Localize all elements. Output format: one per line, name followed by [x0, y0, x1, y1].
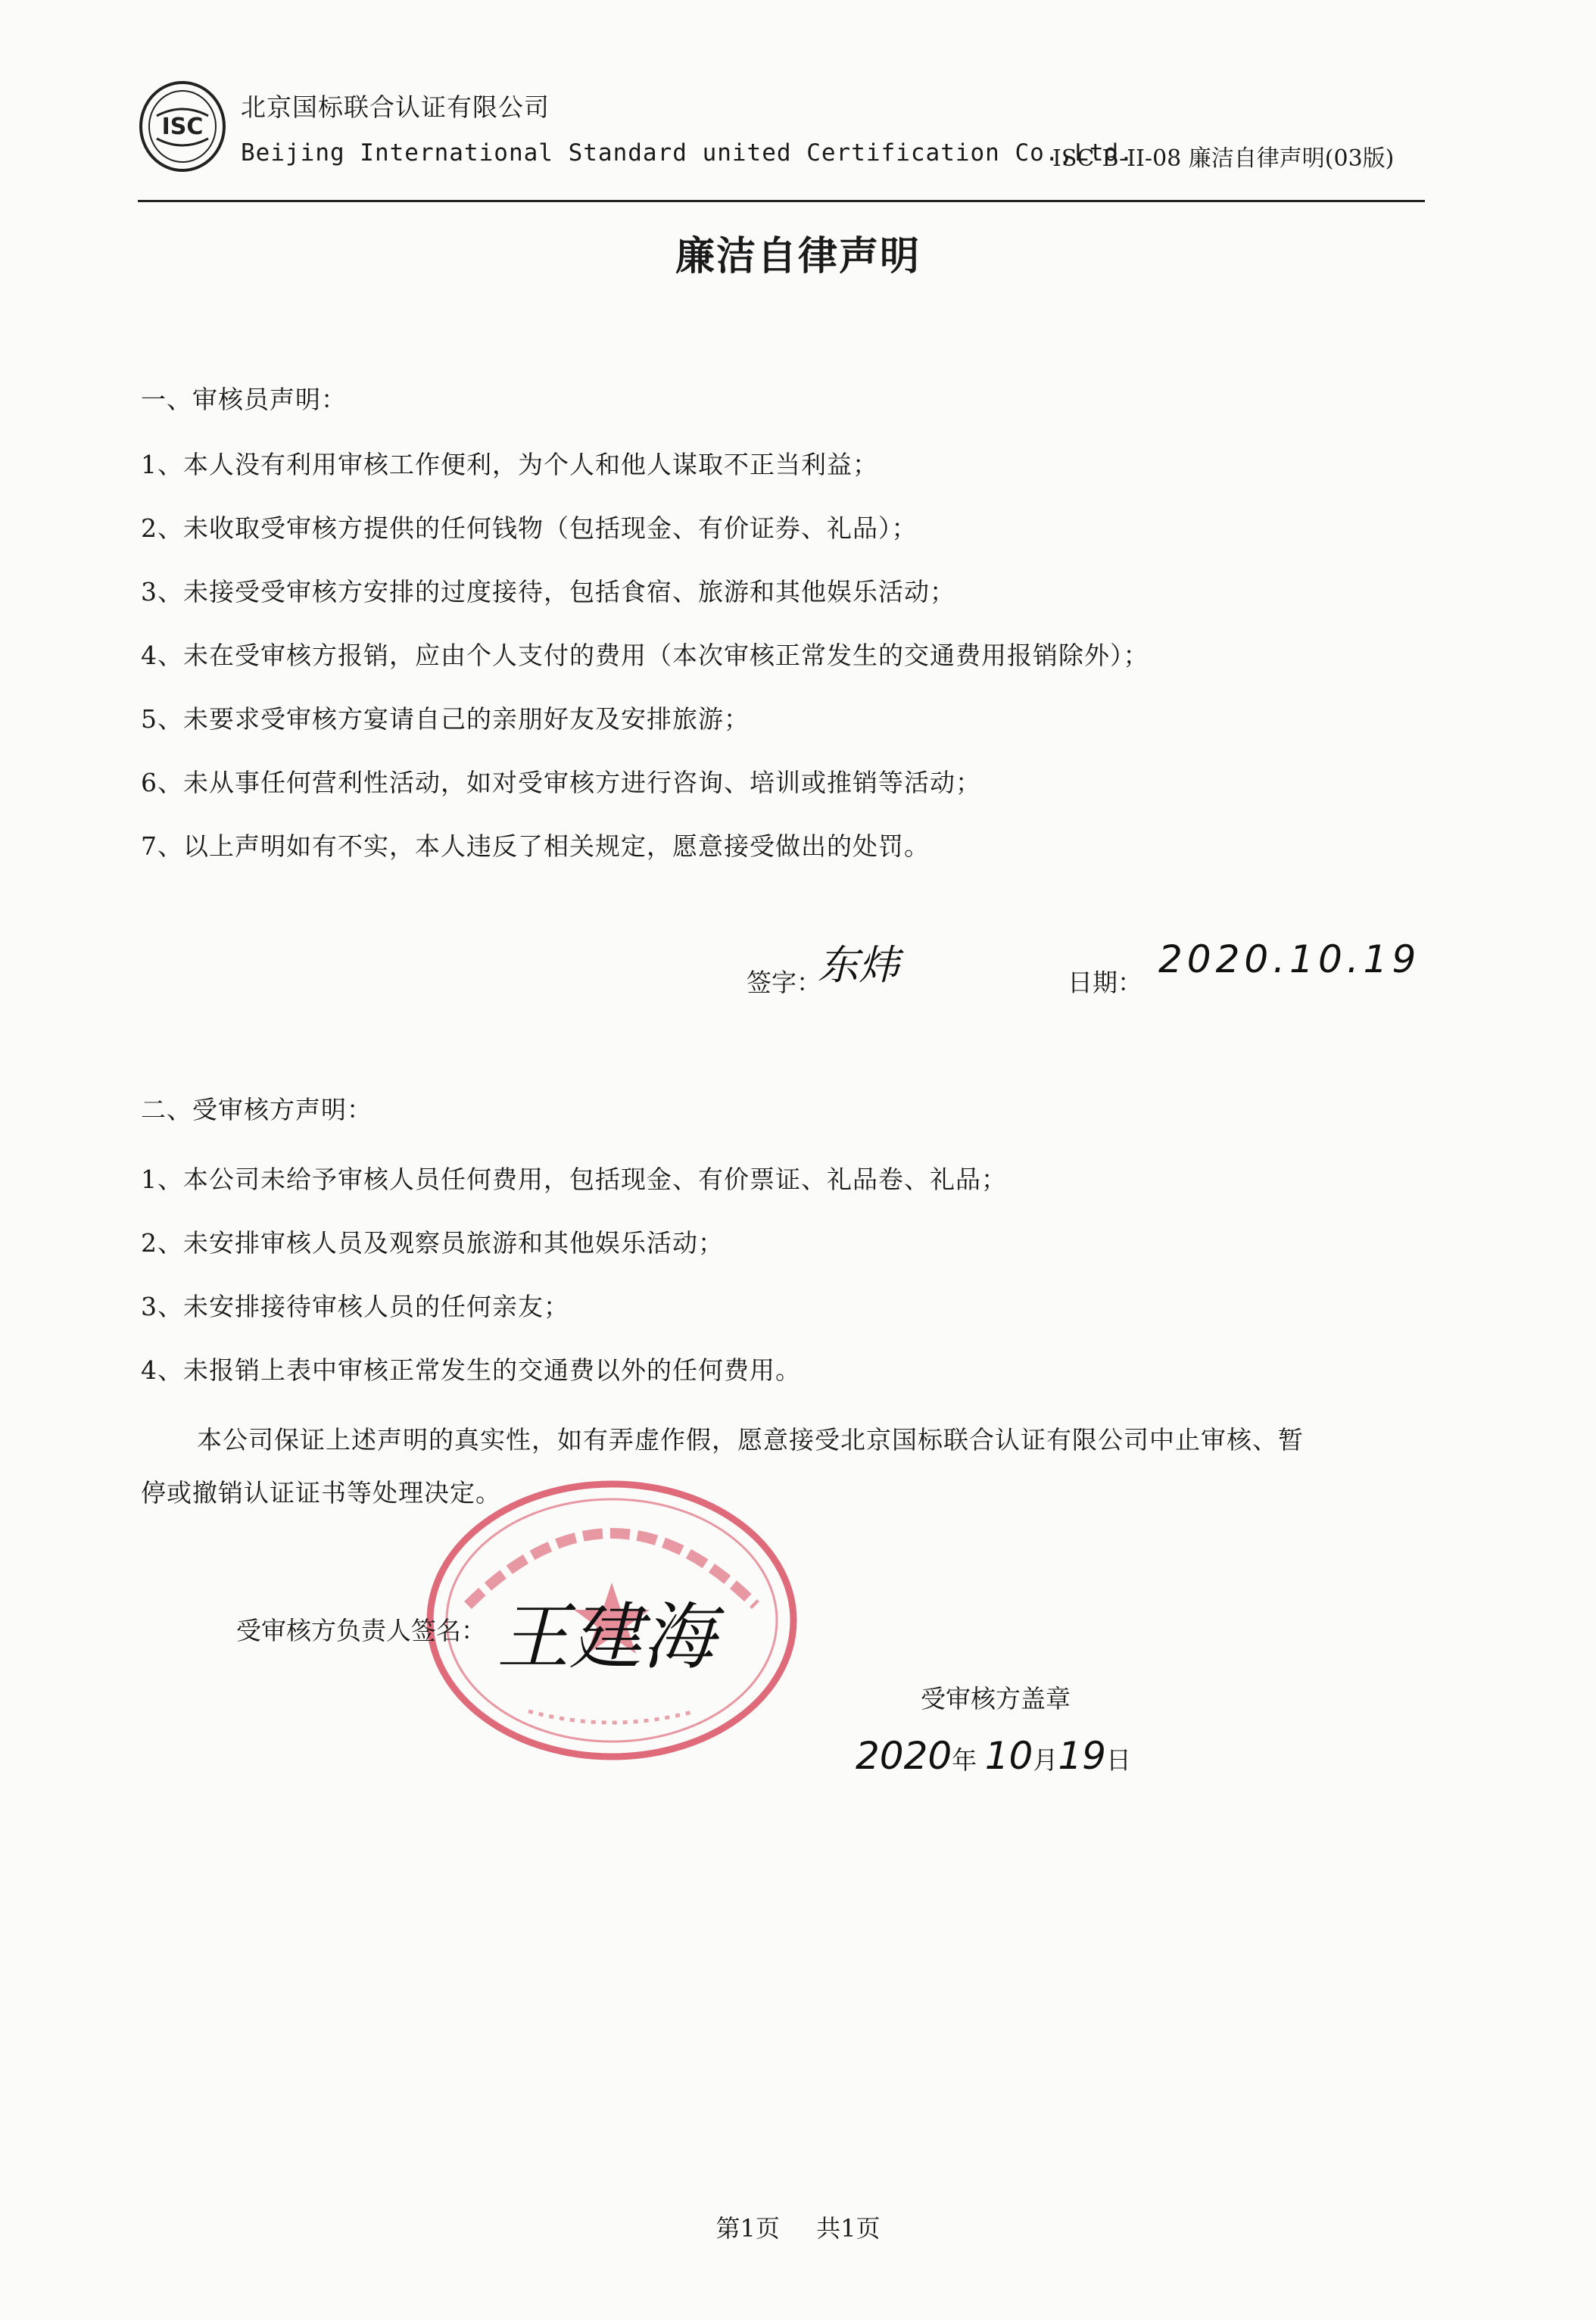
auditor-item: 7、以上声明如有不实，本人违反了相关规定，愿意接受做出的处罚。: [141, 831, 930, 861]
auditee-item: 1、本公司未给予审核人员任何费用，包括现金、有价票证、礼品卷、礼品；: [141, 1165, 1007, 1194]
auditee-date-month: 10: [984, 1734, 1033, 1778]
auditee-date-year-unit: 年: [952, 1745, 977, 1775]
document-code: ISC-B-II-08 廉洁自律声明(03版): [1052, 145, 1395, 172]
auditor-item: 4、未在受审核方报销，应由个人支付的费用（本次审核正常发生的交通费用报销除外）；: [141, 641, 1149, 670]
auditor-section-heading: 一、审核员声明：: [141, 385, 347, 414]
auditor-item: 6、未从事任何营利性活动，如对受审核方进行咨询、培训或推销等活动；: [141, 768, 981, 797]
responsible-signature: 王建海: [497, 1595, 715, 1679]
company-name-cn: 北京国标联合认证有限公司: [241, 92, 550, 122]
auditee-date-year: 2020: [856, 1734, 952, 1778]
auditor-item: 2、未收取受审核方提供的任何钱物（包括现金、有价证券、礼品）；: [141, 513, 918, 543]
company-logo: [138, 80, 227, 174]
auditee-date-month-unit: 月: [1033, 1745, 1058, 1775]
svg-text:ISC: ISC: [161, 114, 204, 140]
signature-label: 签字：: [747, 968, 821, 997]
auditor-signature: 东炜: [818, 941, 899, 989]
auditee-date: [856, 1734, 1131, 1778]
date-label: 日期：: [1068, 968, 1142, 997]
guarantee-text-line1: 本公司保证上述声明的真实性，如有弄虚作假，愿意接受北京国标联合认证有限公司中止审核、暂: [197, 1425, 1304, 1455]
auditee-section-heading: 二、受审核方声明：: [141, 1095, 373, 1124]
responsible-signature-label: 受审核方负责人签名：: [236, 1616, 486, 1645]
auditee-date-day: 19: [1058, 1734, 1106, 1778]
header-divider: [138, 200, 1425, 202]
auditor-date: 2020.10.19: [1158, 937, 1421, 981]
auditor-item: 1、本人没有利用审核工作便利，为个人和他人谋取不正当利益；: [141, 450, 878, 479]
auditor-item: 3、未接受受审核方安排的过度接待，包括食宿、旅游和其他娱乐活动；: [141, 577, 955, 607]
auditee-item: 3、未安排接待审核人员的任何亲友；: [141, 1292, 569, 1321]
seal-label: 受审核方盖章: [921, 1684, 1071, 1713]
company-name-en: Beijing International Standard united Certification Co.,Ltd.: [241, 139, 1134, 167]
auditee-item: 2、未安排审核人员及观察员旅游和其他娱乐活动；: [141, 1228, 724, 1258]
auditee-item: 4、未报销上表中审核正常发生的交通费以外的任何费用。: [141, 1355, 801, 1385]
auditee-date-day-unit: 日: [1106, 1745, 1131, 1775]
page-number: 第1页: [715, 2214, 780, 2243]
page-title: 廉洁自律声明: [675, 234, 921, 279]
auditor-item: 5、未要求受审核方宴请自己的亲朋好友及安排旅游；: [141, 704, 750, 734]
page-footer: [0, 2209, 1596, 2244]
page-total: 共1页: [816, 2214, 881, 2243]
guarantee-text-line2: 停或撤销认证证书等处理决定。: [141, 1478, 501, 1508]
